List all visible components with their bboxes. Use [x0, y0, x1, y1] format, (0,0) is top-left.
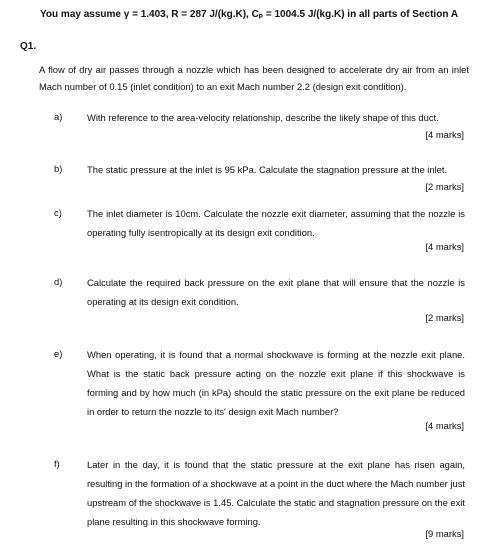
part-label: c) — [54, 207, 62, 218]
part-label: f) — [54, 458, 60, 469]
part-label: d) — [54, 276, 63, 287]
part-marks: [2 marks] — [425, 181, 464, 192]
part-label: a) — [54, 111, 63, 122]
part-label: e) — [54, 348, 63, 359]
part-marks: [4 marks] — [425, 241, 464, 252]
question-intro: A flow of dry air passes through a nozzle which has been designed to accelerate dry air from an inlet Mach number of 0.15 (inlet condition) to an exit Mach number 2.2 (design exit condition). — [39, 64, 469, 92]
part-marks: [2 marks] — [425, 312, 464, 323]
part-text: The static pressure at the inlet is 95 kPa. Calculate the stagnation pressure at the inlet. — [87, 164, 448, 175]
part-marks: [4 marks] — [425, 420, 464, 431]
part-text: The inlet diameter is 10cm. Calculate the nozzle exit diameter, assuming that the nozzle is operating fully isentropically at its design exit condition. — [87, 208, 465, 238]
part-marks: [4 marks] — [425, 129, 464, 140]
question-number: Q1. — [20, 41, 37, 52]
part-text: With reference to the area-velocity relationship, describe the likely shape of this duct. — [87, 112, 439, 123]
part-marks: [9 marks] — [425, 528, 464, 539]
section-assumption-note: You may assume γ = 1.403, R = 287 J/(kg.K), Cₚ = 1004.5 J/(kg.K) in all parts of Section A — [40, 9, 459, 20]
part-text: Later in the day, it is found that the static pressure at the exit plane has risen again, resulting in the formation of a shockwave at a point in the duct where the Mach number just upstream of the shockwave is 1.45. Calculate the static and stagnation pressure on the exit plane resulting in this shockwave forming. — [87, 459, 465, 527]
part-text: Calculate the required back pressure on the exit plane that will ensure that the nozzle is operating at its design exit condition. — [87, 277, 465, 307]
part-text: When operating, it is found that a normal shockwave is forming at the nozzle exit plane. What is the static back pressure acting on the nozzle exit plane if this shockwave is forming and by how much (in kPa) should the static pressure on the exit plane be reduced in order to return the nozzle to its' design exit Mach number? — [87, 349, 465, 417]
part-label: b) — [54, 163, 63, 174]
